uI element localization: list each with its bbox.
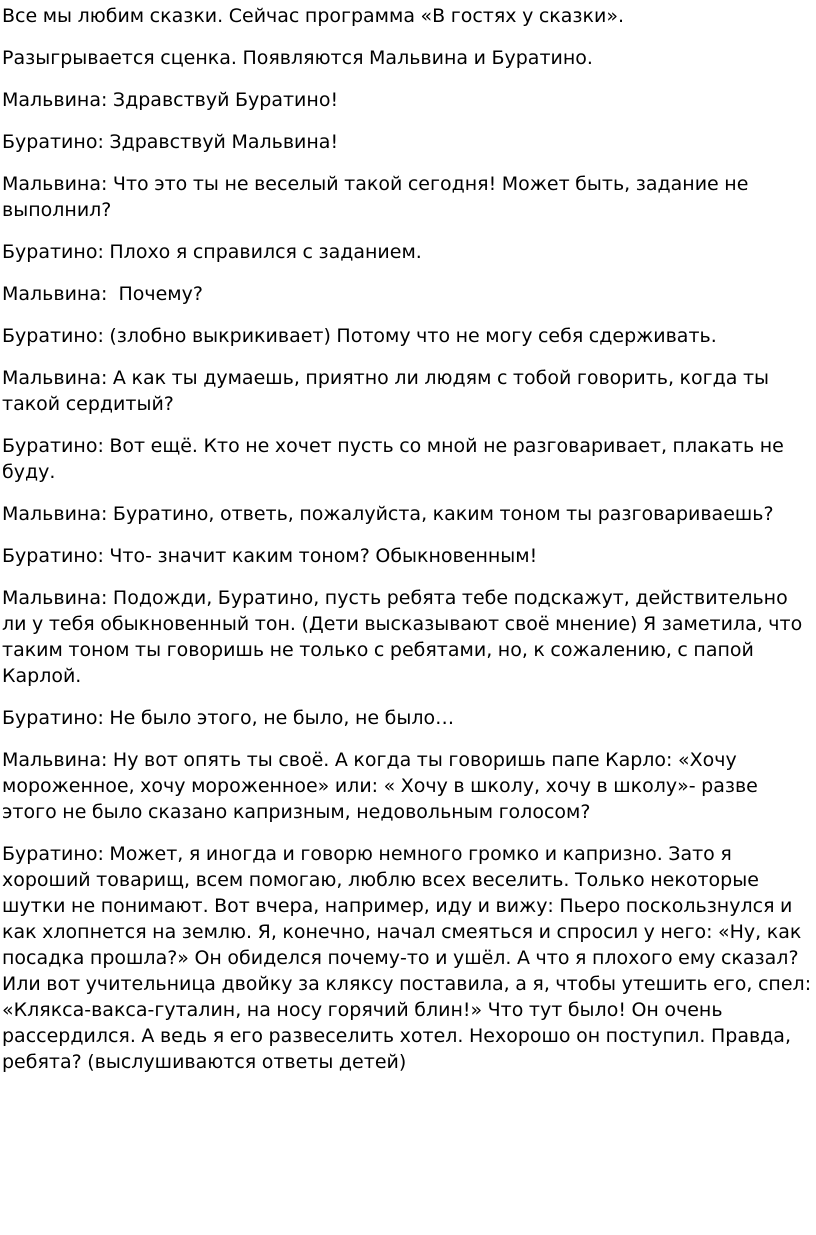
dialogue-line: Буратино: Может, я иногда и говорю немного громко и капризно. Зато я хороший товарищ, всем помогаю, люблю всех веселить. Только некоторые шутки не понимают. Вот вчера, например, иду и вижу: Пьеро поскользнулся и как хлопнется на землю. Я, конечно, начал смеяться и спросил у него: «Ну, как посадка прошла?» Он обиделся почему-то и ушёл. А что я плохого ему сказал? Или вот учительница двойку за кляксу поставила, а я, чтобы утешить его, спел: «Клякса-вакса-гуталин, на носу горячий блин!» Что тут было! Он очень рассердился. А ведь я его развеселить хотел. Нехорошо он поступил. Правда, ребята? (выслушиваются ответы детей) xyxy=(2,843,812,1073)
intro-paragraph: Все мы любим сказки. Сейчас программа «В гостях у сказки». xyxy=(2,5,625,27)
dialogue-line: Мальвина: Почему? xyxy=(2,283,203,305)
scene-intro-paragraph: Разыгрывается сценка. Появляются Мальвина и Буратино. xyxy=(2,47,593,69)
dialogue-line: Мальвина: Буратино, ответь, пожалуйста, каким тоном ты разговариваешь? xyxy=(2,503,774,525)
dialogue-line: Мальвина: Здравствуй Буратино! xyxy=(2,89,339,111)
dialogue-line: Мальвина: Что это ты не веселый такой сегодня! Может быть, задание не выполнил? xyxy=(2,173,749,221)
document-body xyxy=(2,3,814,1091)
dialogue-line: Буратино: (злобно выкрикивает) Потому что не могу себя сдерживать. xyxy=(2,325,717,347)
dialogue-line: Мальвина: Ну вот опять ты своё. А когда ты говоришь папе Карло: «Хочу мороженное, хочу мороженное» или: « Хочу в школу, хочу в школу»- разве этого не было сказано капризным, недовольным голосом? xyxy=(2,749,758,823)
dialogue-line: Буратино: Не было этого, не было, не было… xyxy=(2,707,455,729)
dialogue-line: Мальвина: А как ты думаешь, приятно ли людям с тобой говорить, когда ты такой сердитый? xyxy=(2,367,770,415)
dialogue-line: Буратино: Здравствуй Мальвина! xyxy=(2,131,339,153)
dialogue-line: Буратино: Плохо я справился с заданием. xyxy=(2,241,422,263)
dialogue-line: Буратино: Что- значит каким тоном? Обыкновенным! xyxy=(2,545,538,567)
dialogue-line: Буратино: Вот ещё. Кто не хочет пусть со мной не разговаривает, плакать не буду. xyxy=(2,435,784,483)
dialogue-line: Мальвина: Подожди, Буратино, пусть ребята тебе подскажут, действительно ли у тебя обыкновенный тон. (Дети высказывают своё мнение) Я заметила, что таким тоном ты говоришь не только с ребятами, но, к сожалению, с папой Карлой. xyxy=(2,587,803,687)
